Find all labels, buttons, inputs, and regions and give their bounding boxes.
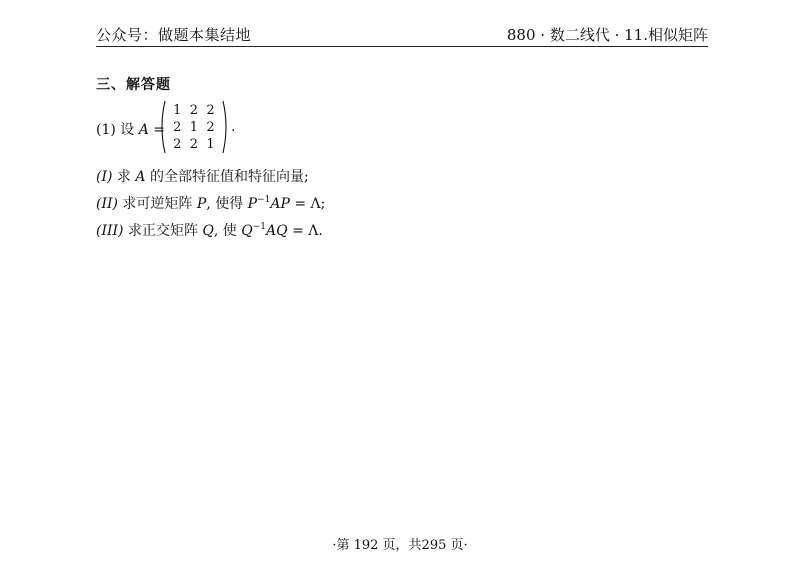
problem-prefix <box>96 119 165 139</box>
subquestion-label: (II) <box>96 196 118 212</box>
page-footer: ·第 192 页，共295 页· <box>332 538 468 553</box>
expr-rest: AQ <box>266 223 288 239</box>
subquestion-var: P <box>196 196 207 212</box>
expr-superscript: −1 <box>257 195 271 205</box>
subquestion-3 <box>96 220 323 240</box>
problem-period: . <box>231 119 236 135</box>
matrix-a <box>159 100 229 154</box>
matrix-cell: 2 <box>173 120 182 135</box>
expr-rest: AP <box>270 196 290 212</box>
matrix-grid <box>169 102 219 153</box>
subquestion-var: A <box>135 169 146 185</box>
subquestion-text: 求 <box>112 169 136 185</box>
left-paren-icon <box>159 100 166 154</box>
matrix-variable: A <box>138 122 149 138</box>
expr-base: Q <box>241 223 253 239</box>
header-chapter: 880 · 数二线代 · 11.相似矩阵 <box>506 26 708 44</box>
matrix-row <box>169 119 219 136</box>
matrix-cell: 2 <box>189 103 199 118</box>
subquestion-label: (III) <box>96 223 124 239</box>
page-header <box>96 22 708 47</box>
right-paren-icon <box>222 100 229 154</box>
subquestion-text: 求正交矩阵 <box>123 223 203 239</box>
section-title: 三、解答题 <box>96 77 171 93</box>
matrix-cell: 2 <box>189 137 199 152</box>
expr-base: P <box>247 196 258 212</box>
subquestion-label: (I) <box>96 169 113 185</box>
matrix-cell: 2 <box>173 137 182 152</box>
subquestion-2 <box>96 193 325 213</box>
subquestion-1 <box>96 166 309 186</box>
subquestion-text: 的全部特征值和特征向量; <box>145 169 309 185</box>
subquestion-text: , 使 <box>213 223 242 239</box>
problem-label: (1) 设 <box>96 122 139 138</box>
matrix-cell: 2 <box>206 103 215 118</box>
subquestion-var: Q <box>202 223 214 239</box>
matrix-cell: 1 <box>173 103 182 118</box>
header-source: 公众号：做题本集结地 <box>96 26 252 44</box>
subquestion-text: = Λ. <box>287 223 323 239</box>
subquestion-text: 求可逆矩阵 <box>117 196 197 212</box>
matrix-cell: 2 <box>206 120 215 135</box>
expr-superscript: −1 <box>252 222 267 232</box>
subquestion-text: = Λ; <box>289 196 326 212</box>
matrix-cell: 1 <box>206 137 215 152</box>
matrix-cell: 1 <box>189 120 199 135</box>
matrix-row <box>169 136 219 153</box>
equals-sign: = <box>148 122 166 138</box>
matrix-row <box>169 102 219 119</box>
subquestion-text: , 使得 <box>206 196 248 212</box>
